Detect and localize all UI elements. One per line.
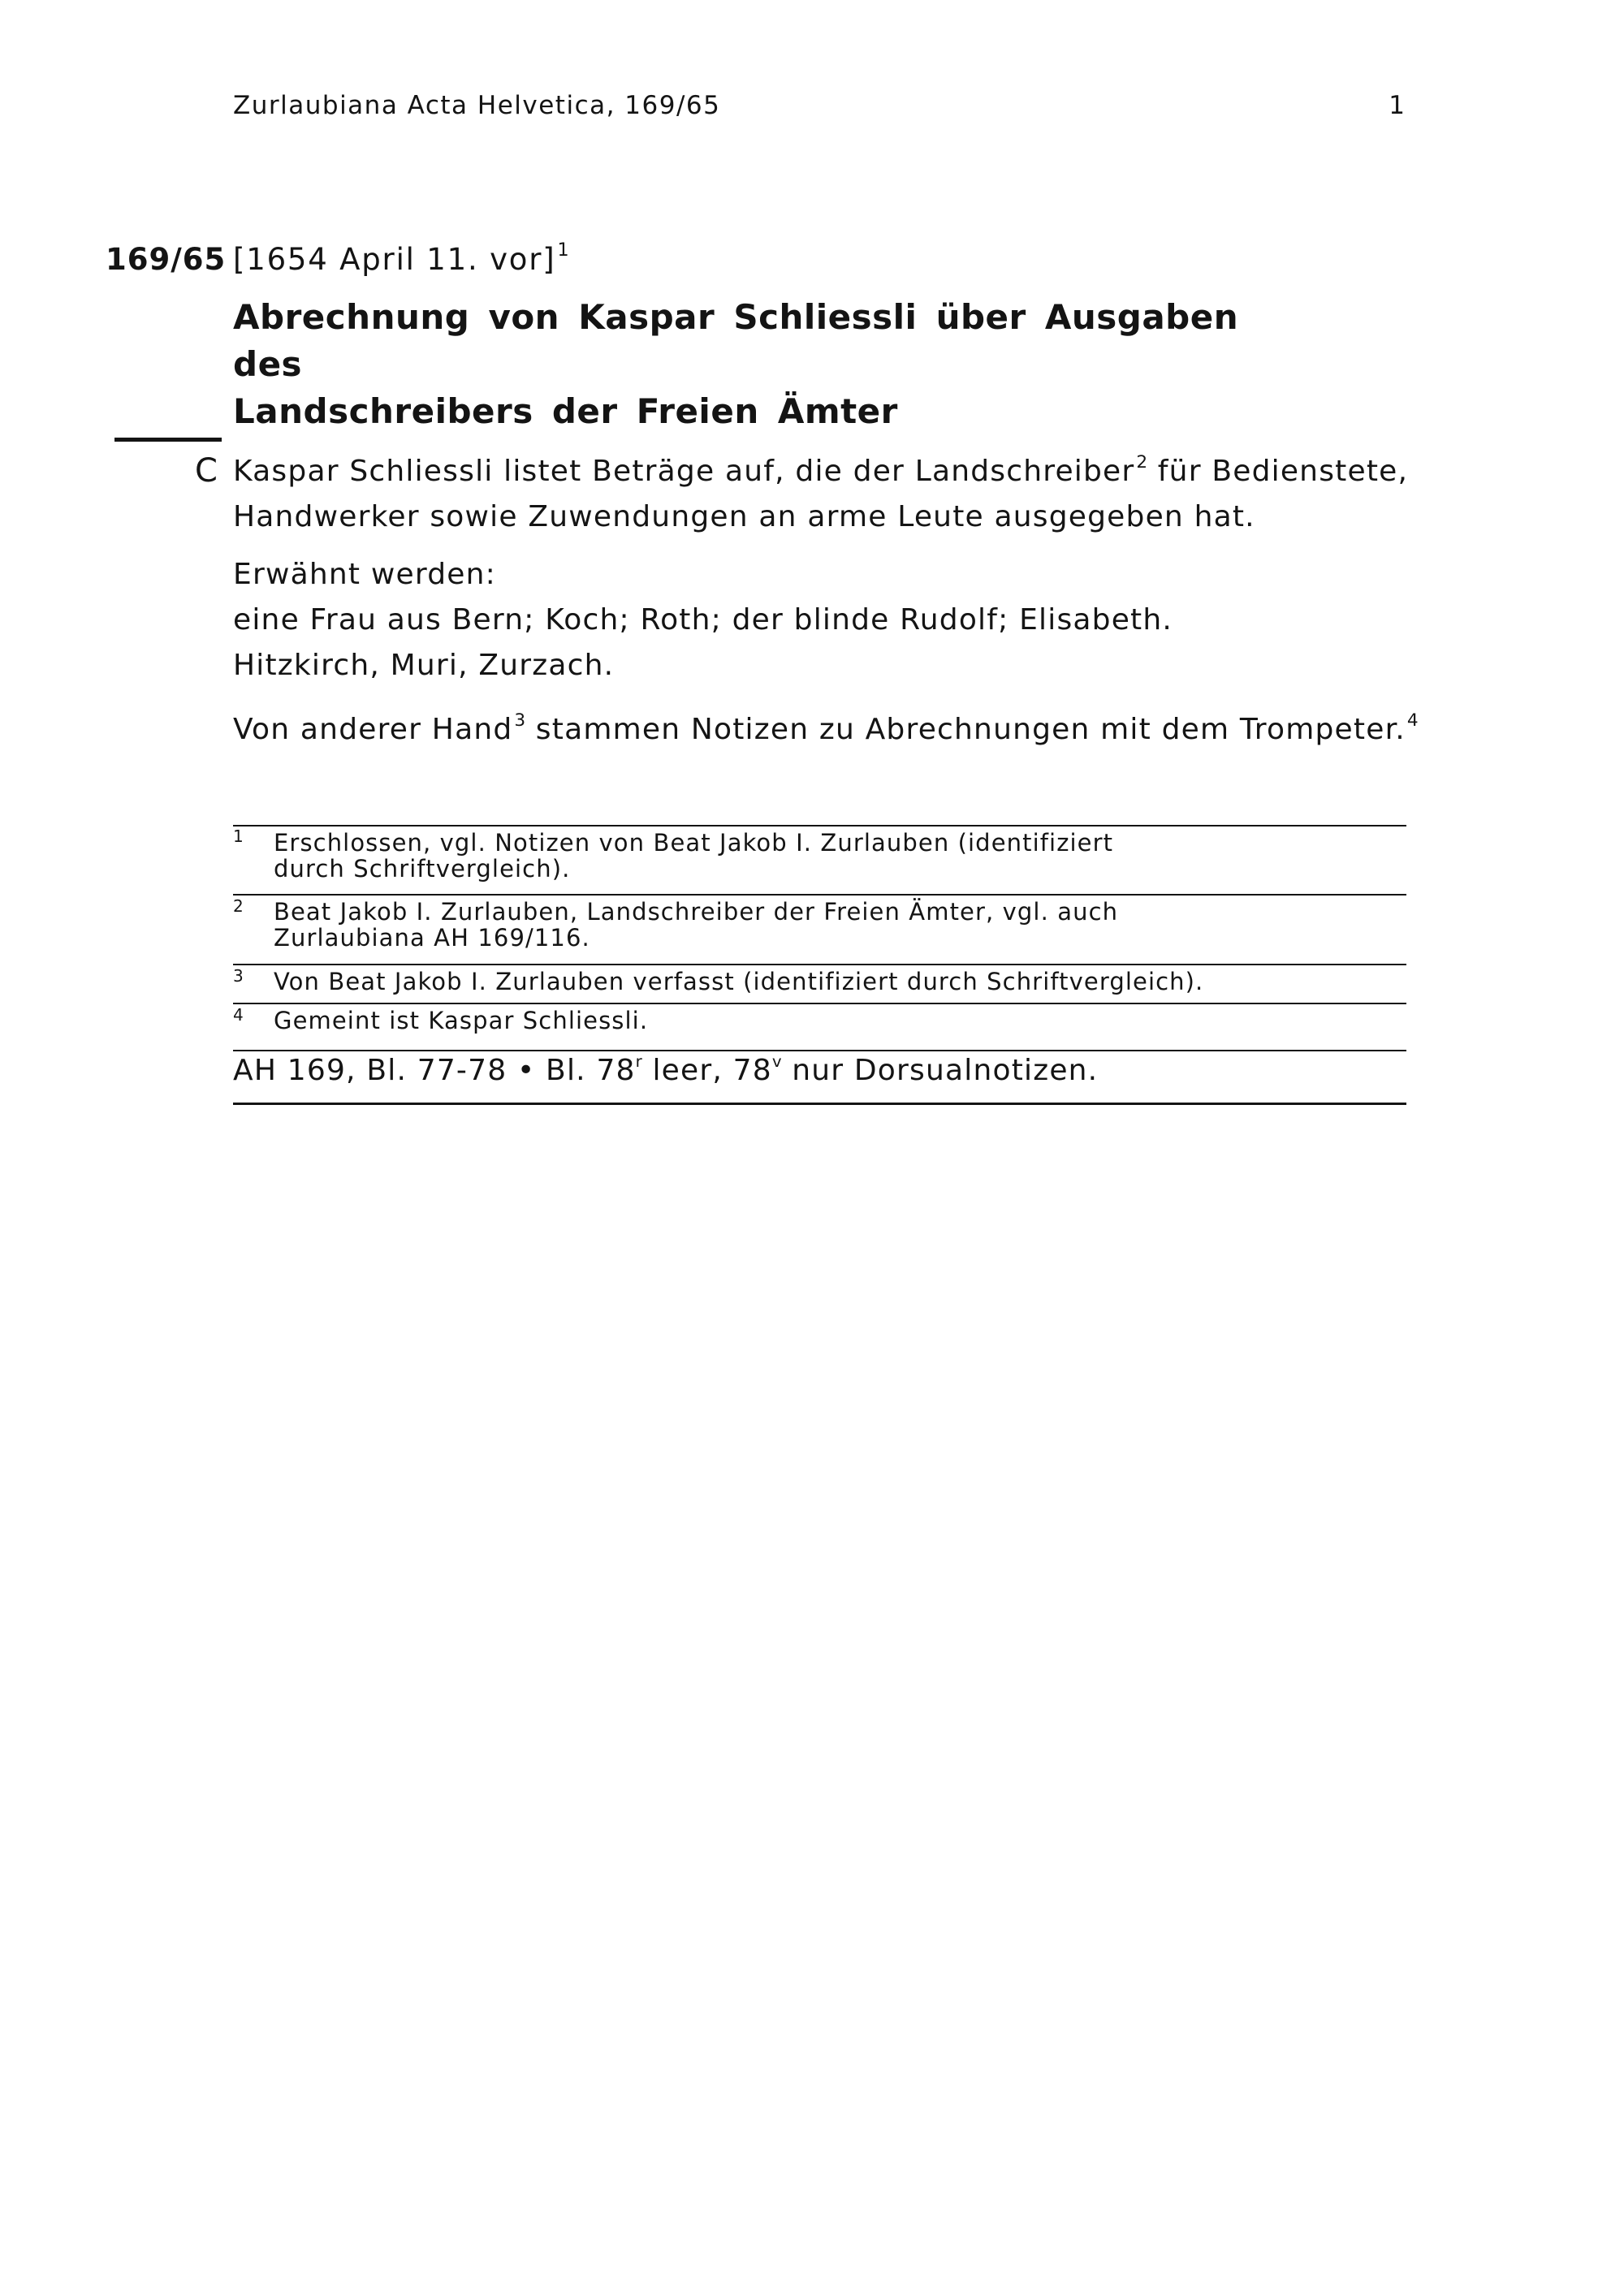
document-date-text: [1654 April 11. vor] xyxy=(233,242,556,277)
footnote-number-4: 4 xyxy=(233,1005,244,1025)
source-part-1: AH 169, Bl. 77-78 • Bl. 78 xyxy=(233,1054,636,1087)
summary-text-part-2: für Bedienstete, xyxy=(1147,455,1409,488)
footnote-1 xyxy=(274,830,1402,882)
running-header: Zurlaubiana Acta Helvetica, 169/65 xyxy=(233,91,721,120)
source-rule-top xyxy=(233,1050,1406,1051)
marker-rule xyxy=(114,438,222,442)
footnote-rule-3 xyxy=(233,964,1406,965)
footnote-ref-4[interactable]: 4 xyxy=(1406,710,1419,731)
source-part-3: nur Dorsualnotizen. xyxy=(781,1054,1099,1087)
mentions-paragraph xyxy=(233,552,1435,688)
document-title xyxy=(233,294,1289,435)
footnote-ref-1[interactable]: 1 xyxy=(557,240,569,261)
footnote-2-line-1: Beat Jakob I. Zurlauben, Landschreiber der Freien Ämter, vgl. auch xyxy=(274,898,1119,926)
folio-recto: r xyxy=(635,1052,642,1072)
document-title-line-1: Abrechnung von Kaspar Schliessli über Ausgaben des xyxy=(233,297,1239,384)
summary-line-2: Handwerker sowie Zuwendungen an arme Leute ausgegeben hat. xyxy=(233,500,1255,533)
hand-text-part-2: stammen Notizen zu Abrechnungen mit dem Trompeter. xyxy=(525,713,1406,746)
footnote-number-3: 3 xyxy=(233,966,244,986)
mentioned-label: Erwähnt werden: xyxy=(233,558,496,591)
footnote-number-2: 2 xyxy=(233,896,244,916)
footnote-3-line-1: Von Beat Jakob I. Zurlauben verfasst (identifiziert durch Schriftvergleich). xyxy=(274,968,1204,995)
mentioned-places: Hitzkirch, Muri, Zurzach. xyxy=(233,649,615,682)
page-number: 1 xyxy=(1389,91,1405,120)
source-reference xyxy=(233,1054,1098,1087)
footnote-2-line-2: Zurlaubiana AH 169/116. xyxy=(274,924,590,952)
footnote-number-1: 1 xyxy=(233,826,244,846)
hand-paragraph xyxy=(233,707,1435,753)
source-rule-bottom xyxy=(233,1103,1406,1105)
footnote-3 xyxy=(274,969,1402,995)
footnote-rule-4 xyxy=(233,1003,1406,1004)
document-title-line-2: Landschreibers der Freien Ämter xyxy=(233,391,898,431)
footnote-2 xyxy=(274,899,1402,951)
footnote-rule-1 xyxy=(233,825,1406,826)
document-date xyxy=(233,242,569,277)
footnote-ref-3[interactable]: 3 xyxy=(514,710,526,731)
mentioned-persons: eine Frau aus Bern; Koch; Roth; der blinde Rudolf; Elisabeth. xyxy=(233,603,1173,637)
document-type-marker: C xyxy=(195,452,218,490)
document-number: 169/65 xyxy=(106,242,227,277)
summary-text-part-1: Kaspar Schliessli listet Beträge auf, die der Landschreiber xyxy=(233,455,1135,488)
footnote-1-line-2: durch Schriftvergleich). xyxy=(274,855,571,883)
summary-line-1 xyxy=(233,449,1435,494)
source-part-2: leer, 78 xyxy=(641,1054,772,1087)
footnote-ref-2[interactable]: 2 xyxy=(1136,451,1148,473)
footnote-4-line-1: Gemeint ist Kaspar Schliessli. xyxy=(274,1007,649,1034)
footnote-4 xyxy=(274,1008,1402,1034)
folio-verso: v xyxy=(771,1052,782,1072)
summary-paragraph xyxy=(233,449,1435,540)
hand-text-part-1: Von anderer Hand xyxy=(233,713,513,746)
footnote-rule-2 xyxy=(233,894,1406,896)
footnote-1-line-1: Erschlossen, vgl. Notizen von Beat Jakob I. Zurlauben (identifiziert xyxy=(274,829,1114,857)
